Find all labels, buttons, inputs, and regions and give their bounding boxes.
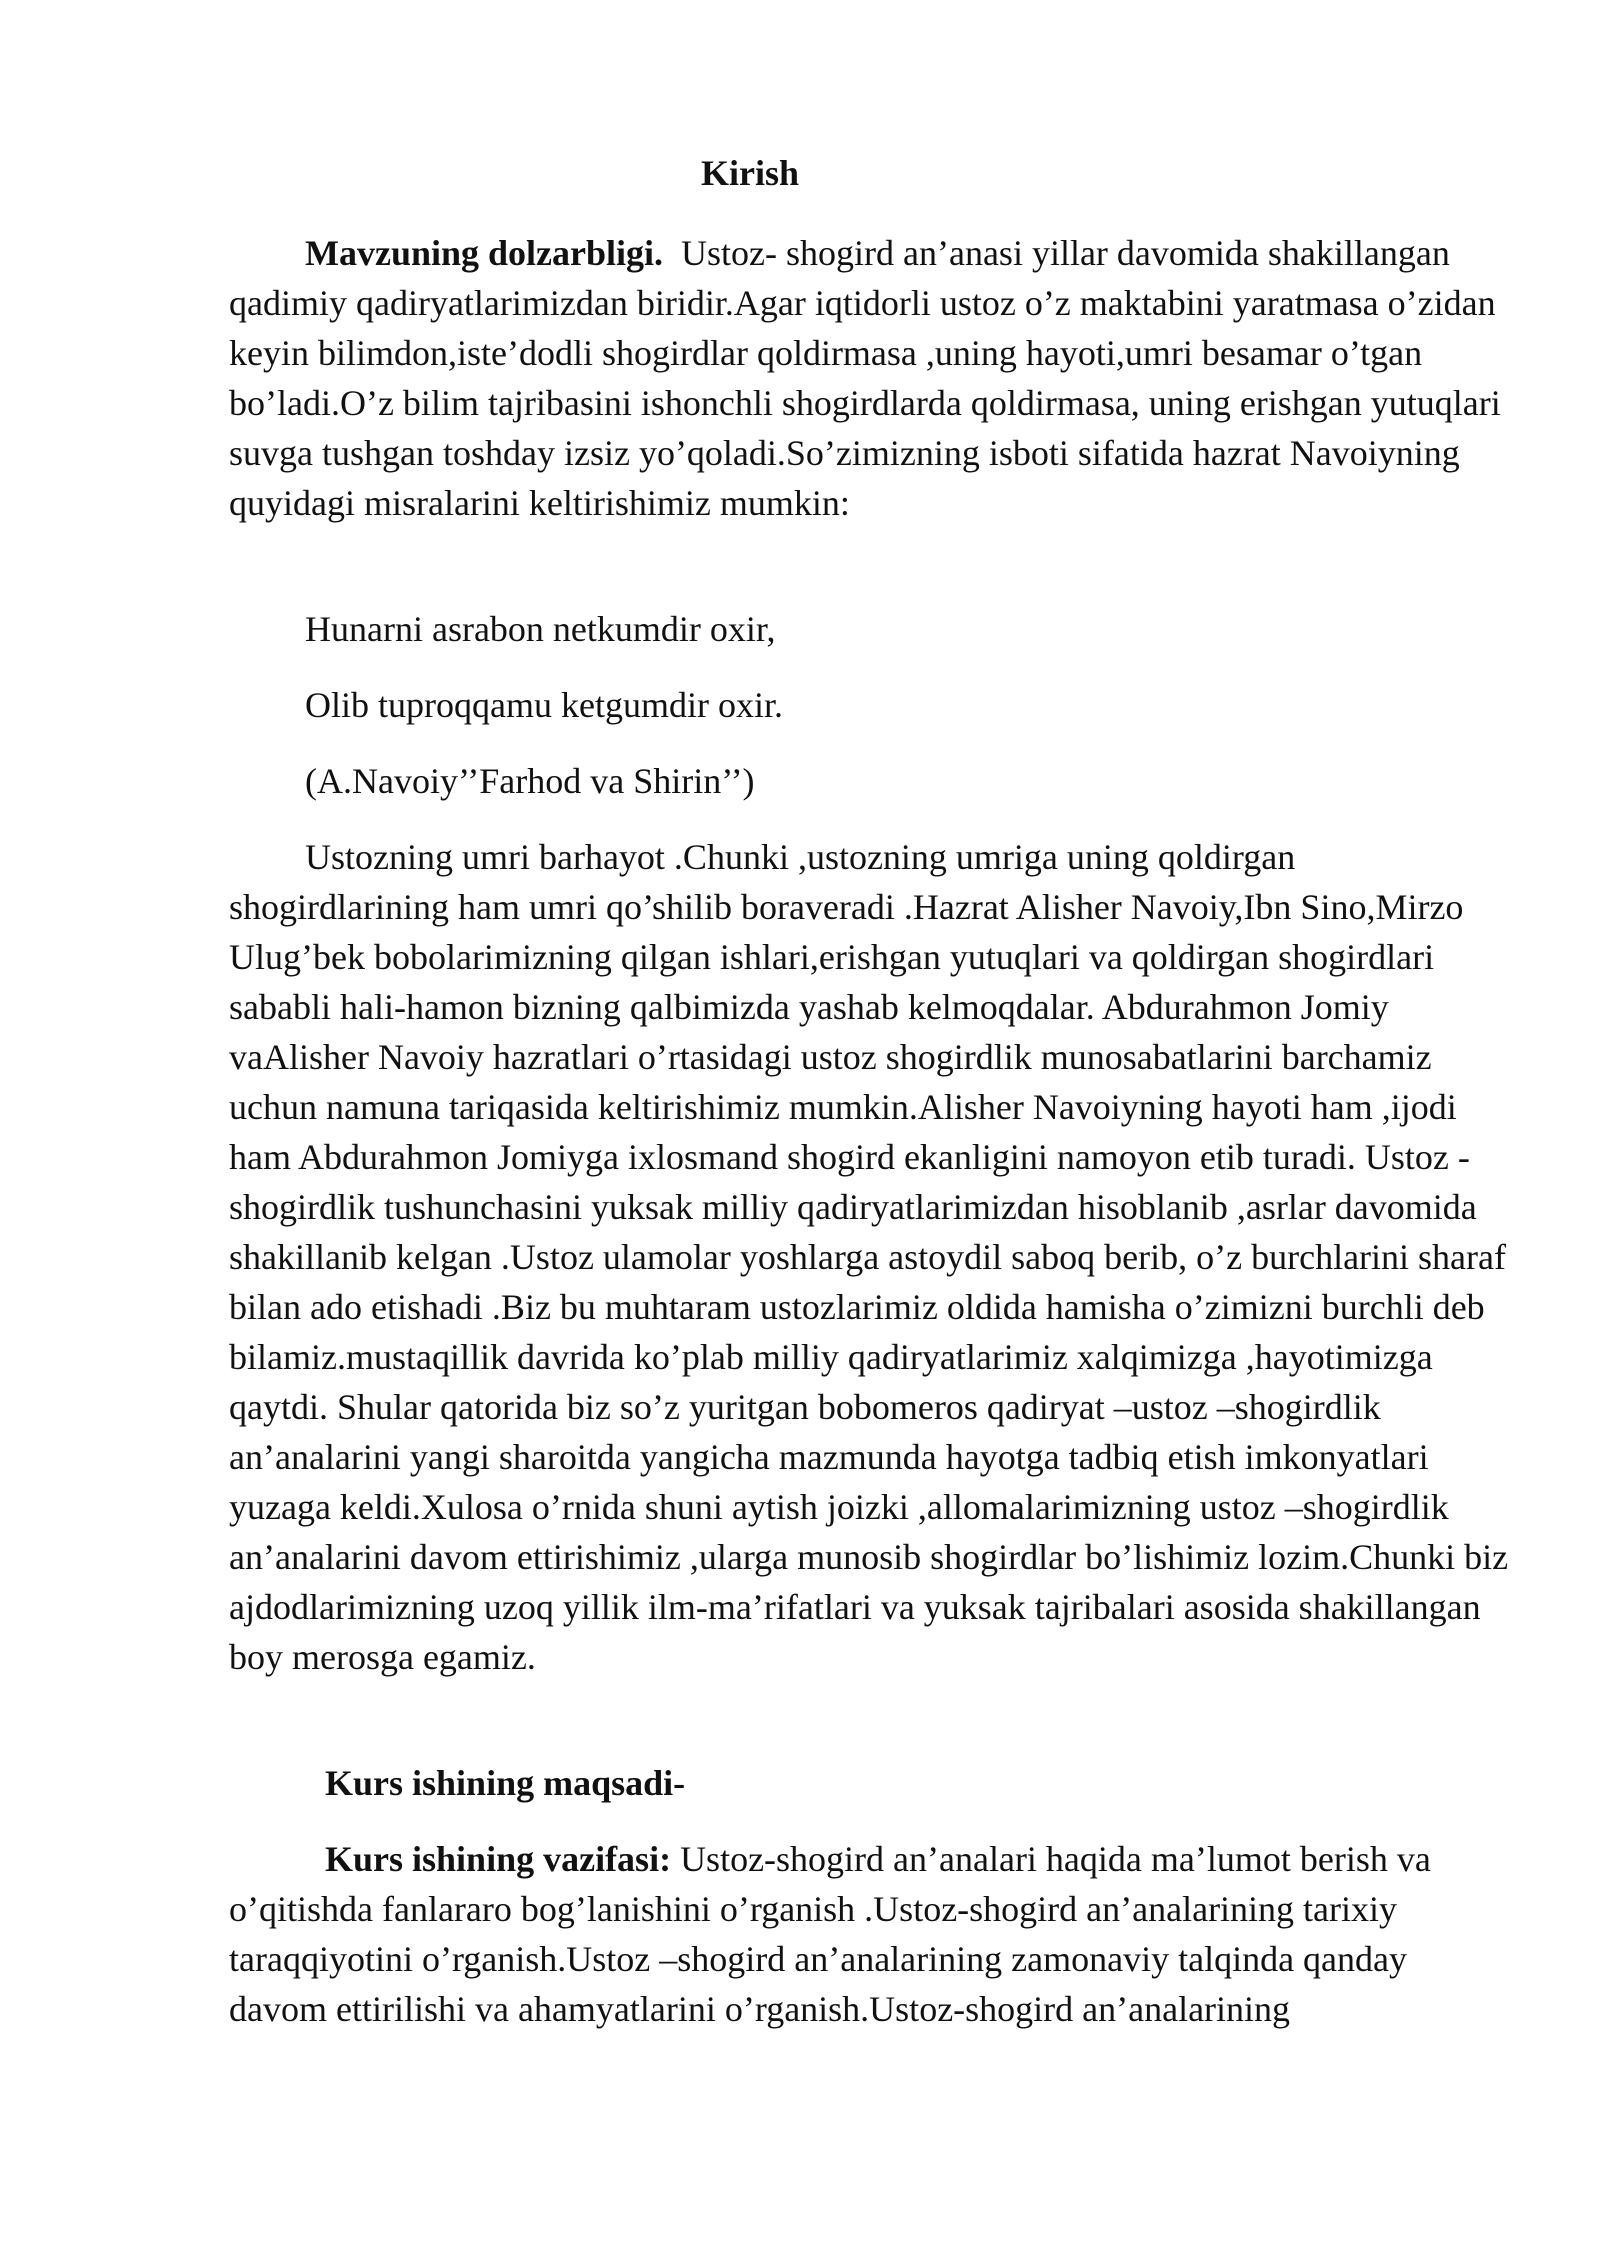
body-paragraph: Ustozning umri barhayot .Chunki ,ustozning umriga uning qoldirgan shogirdlarining ham umri qo’shilib boraveradi .Hazrat Alisher Navoiy,Ibn Sino,Mirzo Ulug’bek bobolarimizning qilgan ishlari,erishgan yutuqlari va qoldirgan shogirdlari sababli hali-hamon bizning qalbimizda yashab kelmoqdalar. Abdurahmon Jomiy vaAlisher Navoiy hazratlari o’rtasidagi ustoz shogirdlik munosabatlarini barchamiz uchun namuna tariqasida keltirishimiz mumkin.Alisher Navoiyning hayoti ham ,ijodi ham Abdurahmon Jomiyga ixlosmand shogird ekanligini namoyon etib turadi. Ustoz -shogirdlik tushunchasini yuksak milliy qadiryatlarimizdan hisoblanib ,asrlar davomida shakillanib kelgan .Ustoz ulamolar yoshlarga astoydil saboq berib, o’z burchlarini sharaf bilan ado etishadi .Biz bu muhtaram ustozlarimiz oldida hamisha o’zimizni burchli deb bilamiz.mustaqillik davrida ko’plab milliy qadiryatlarimiz xalqimizga ,hayotimizga qaytdi. Shular qatorida biz so’z yuritgan bobomeros qadiryat –ustoz –shogirdlik an’analarini yangi sharoitda yangicha mazmunda hayotga tadbiq etish imkonyatlari yuzaga keldi.Xulosa o’rnida shuni aytish joizki ,allomalarimizning ustoz –shogirdlik an’analarini davom ettirishimiz ,ularga munosib shogirdlar bo’lishimiz lozim.Chunki biz ajdodlarimizning uzoq yillik ilm-ma’rifatlari va yuksak tajribalari asosida shakillangan boy merosga egamiz.: [229, 837, 1509, 1677]
verse-line-2: Olib tuproqqamu ketgumdir oxir.: [305, 685, 783, 725]
goal-heading: Kurs ishining maqsadi-: [325, 1763, 686, 1803]
tasks-paragraph: [229, 1834, 1509, 2034]
tasks-text: Ustoz-shogird an’analari haqida ma’lumot berish va o’qitishda fanlararo bog’lanishini o’rganish .Ustoz-shogird an’analarining tarixiy taraqqiyotini o’rganish.Ustoz –shogird an’analarining zamonaviy talqinda qanday davom ettirilishi va ahamyatlarini o’rganish.Ustoz-shogird an’analarining: [229, 1839, 1431, 2029]
intro-text: Ustoz- shogird an’anasi yillar davomida shakillangan qadimiy qadiryatlarimizdan biridir.Agar iqtidorli ustoz o’z maktabini yaratmasa o’zidan keyin bilimdon,iste’dodli shogirdlar qoldirmasa ,uning hayoti,umri besamar o’tgan bo’ladi.O’z bilim tajribasini ishonchli shogirdlarda qoldirmasa, uning erishgan yutuqlari suvga tushgan toshday izsiz yo’qoladi.So’zimizning isboti sifatida hazrat Navoiyning quyidagi misralarini keltirishimiz mumkin:: [229, 233, 1501, 523]
intro-label: Mavzuning dolzarbligi.: [305, 233, 664, 273]
tasks-label: Kurs ishining vazifasi:: [325, 1839, 672, 1879]
verse-source: (A.Navoiy’’Farhod va Shirin’’): [305, 761, 755, 801]
intro-paragraph: [229, 228, 1509, 528]
page-title: Kirish: [700, 153, 799, 193]
verse-line-1: Hunarni asrabon netkumdir oxir,: [305, 609, 776, 649]
